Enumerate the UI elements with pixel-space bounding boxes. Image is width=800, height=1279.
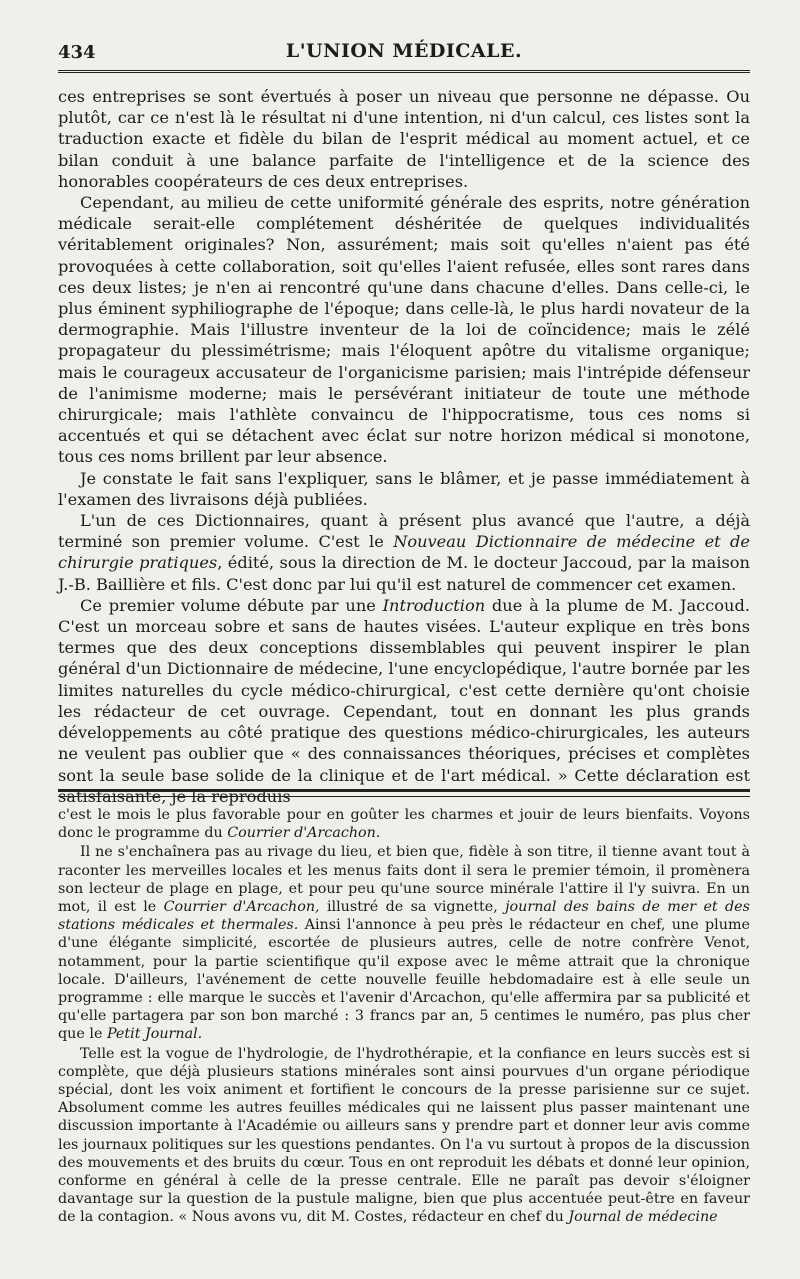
header-rule [58,70,750,73]
paragraph-text: due à la plume de M. Jaccoud. C'est un morceau sobre et sans de hautes visées. L'auteur explique en très bons termes que des deux conceptions dissemblables qui peuvent inspirer le plan général d'un Dictionnaire de médecine, l'une encyclopédique, l'autre bornée par les limites naturelles du cycle médico-chirurgical, c'est cette dernière qu'ont choisie les rédacteur de cet ouvrage. Cependant, tout en donnant les plus grands développements au côté pratique des questions médico-chirurgicales, les auteurs ne veulent pas oublier que « des connaissances théoriques, précises et complètes sont la seule base solide de la clinique et de l'art médical. » Cette déclaration est satisfaisante, je la reproduis [58,595,750,806]
paragraph-text: Ce premier volume débute par une [80,595,383,615]
feuilleton-separator-thin [58,796,750,797]
paragraph [58,595,750,807]
main-column [58,86,750,807]
feuilleton-column [58,806,750,1228]
journal-name: Courrier d'Arcachon. [227,825,381,842]
feuilleton-paragraph [58,843,750,1043]
paragraph [58,86,750,192]
journal-name: Courrier d'Arcachon, [163,899,320,916]
running-head [58,36,750,70]
page-number: 434 [58,42,96,63]
journal-name: Petit Journal. [106,1026,203,1043]
paragraph-text: Telle est la vogue de l'hydrologie, de l'hydrothérapie, et la confiance en leurs succès est si complète, que déjà plusieurs stations minérales sont ainsi pourvues d'un organe périodique spécial, dont les voix animent et fortifient le concours de la presse parisienne sur ce sujet. Absolument comme les autres feuilles médicales qui ne laissent plus passer maintenant une discussion importante à l'Académie ou ailleurs sans y prendre part et donner leur avis comme les journaux politiques sur les questions pendantes. On l'a vu surtout à propos de la discussion des mouvements et des bruits du cœur. Tous en ont reproduit les débats et donné leur opinion, conforme en général à celle de la presse centrale. Elle ne paraît pas devoir s'éloigner davantage sur la question de la pustule maligne, bien que plus accentuée peut-être en faveur de la contagion. « Nous avons vu, dit M. Costes, rédacteur en chef du [58,1045,750,1226]
journal-name: Journal de médecine [568,1209,718,1226]
feuilleton-paragraph [58,806,750,842]
paragraph-text: illustré de sa vignette, [319,899,506,916]
paragraph-text: c'est le mois le plus favorable pour en goûter les charmes et jouir de leurs bienfaits. Voyons donc le programme du [58,807,750,842]
paragraph-text: Ainsi l'annonce à peu près le rédacteur en chef, une plume d'une élégante simplicité, escortée de plusieurs autres, celle de notre confrère Venot, notamment, pour la partie scientifique qu'il expose avec le même attrait que la chronique locale. D'ailleurs, l'avénement de cette nouvelle feuille hebdomadaire est à elle seule un programme : elle marque le succès et l'avenir d'Arcachon, qu'elle affermira par sa publicité et qu'elle partagera par son bon marché : 3 francs par an, 5 centimes le numéro, pas plus cher que le [58,917,750,1043]
journal-title: L'UNION MÉDICALE. [285,40,523,62]
paragraph-text: L'un de ces Dictionnaires, quant à présent plus avancé que l'autre, a déjà terminé son premier volume. C'est le [58,511,750,552]
journal-subtitle: journal des bains de mer et des stations médicales et thermales. [58,899,750,934]
paragraph-text: Cependant, au milieu de cette uniformité générale des esprits, notre génération médicale serait-elle complétement déshéritée de quelques individualités véritablement originales? Non, assurément; mais soit qu'elles n'aient pas été provoquées à cette collaboration, soit qu'elles l'aient refusée, elles sont rares dans ces deux listes; je n'en ai rencontré qu'une dans chacune d'elles. Dans celle-ci, le plus éminent syphiliographe de l'époque; dans celle-là, le plus hardi novateur de la dermographie. Mais l'illustre inventeur de la loi de coïncidence; mais le zélé propagateur du plessimétrisme; mais l'éloquent apôtre du vitalisme organique; mais le courageux accusateur de l'organicisme parisien; mais l'intrépide défenseur de l'animisme moderne; mais le persévérant initiateur de toute une méthode chirurgicale; mais l'athlète convaincu de l'hippocratisme, tous ces noms si accentués et qui se détachent avec éclat sur notre horizon médical si monotone, tous ces noms brillent par leur absence. [58,193,750,467]
paragraph-text: Je constate le fait sans l'expliquer, sans le blâmer, et je passe immédiatement à l'examen des livraisons déjà publiées. [58,468,750,509]
paragraph [58,468,750,510]
paragraph-text: Il ne s'enchaînera pas au rivage du lieu, et bien que, fidèle à son titre, il tienne avant tout à raconter les merveilles locales et les menus faits dont il sera le premier témoin, il promènera son lecteur de plage en plage, et pour peu qu'une source minérale l'attire il l'y suivra. En un mot, il est le [58,844,750,916]
paragraph [58,192,750,468]
section-title: Introduction [382,595,486,615]
paragraph-text: , édité, sous la direction de M. le docteur Jaccoud, par la maison J.-B. Baillière et fils. C'est donc par lui qu'il est naturel de commencer cet examen. [58,553,750,594]
feuilleton-paragraph [58,1045,750,1227]
paragraph-text: ces entreprises se sont évertués à poser un niveau que personne ne dépasse. Ou plutôt, car ce n'est là le résultat ni d'une intention, ni d'un calcul, ces listes sont la traduction exacte et fidèle du bilan de l'esprit médical au moment actuel, et ce bilan conduit à une balance parfaite de l'intelligence et de la science des honorables coopérateurs de ces deux entreprises. [58,87,750,191]
paragraph [58,510,750,595]
feuilleton-separator [58,789,750,792]
book-title: Nouveau Dictionnaire de médecine et de chirurgie pratiques [58,532,750,573]
